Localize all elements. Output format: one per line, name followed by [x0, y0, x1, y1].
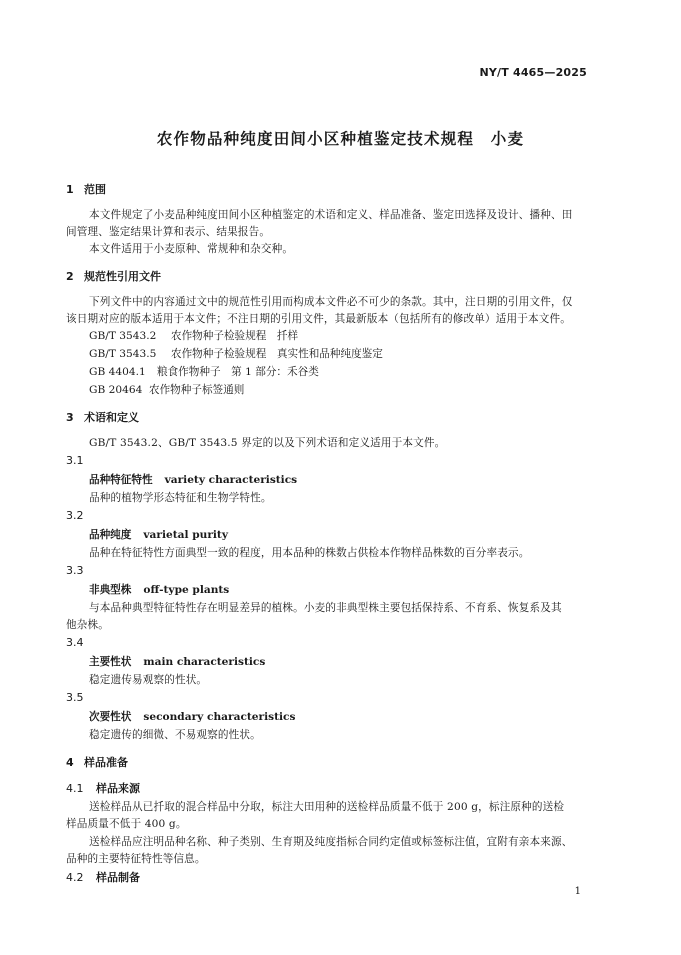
term-en: secondary characteristics: [143, 711, 296, 723]
section-title: 样品准备: [84, 756, 128, 769]
term-number: 3.5: [66, 691, 84, 704]
reference-name: 农作物种子标签通则: [149, 384, 245, 396]
subsection-number: 4.2: [66, 871, 84, 884]
term-number: 3.2: [66, 509, 84, 522]
term-definition: 稳定遗传易观察的性状。: [89, 674, 208, 686]
reference-item: [89, 328, 298, 343]
term-heading: [89, 472, 297, 487]
subsection-4-1-heading: [66, 780, 140, 796]
paragraph: 间管理、鉴定结果计算和表示、结果报告。: [66, 226, 271, 238]
page-number: 1: [574, 886, 581, 897]
reference-item: [89, 364, 319, 379]
paragraph: 本文件规定了小麦品种纯度田间小区种植鉴定的术语和定义、样品准备、鉴定田选择及设计、播种、田: [89, 209, 573, 221]
term-en: variety characteristics: [164, 474, 298, 486]
term-cn: 次要性状: [89, 711, 132, 723]
section-title: 范围: [84, 183, 106, 196]
reference-name: 粮食作物种子 第 1 部分：禾谷类: [157, 366, 319, 378]
reference-item: [89, 382, 244, 397]
section-number: 1: [66, 183, 74, 196]
reference-name: 农作物种子检验规程 扦样: [171, 330, 299, 342]
term-heading: [89, 709, 295, 724]
section-4-heading: [66, 754, 128, 770]
section-title: 规范性引用文件: [84, 270, 161, 283]
term-cn: 非典型株: [89, 584, 132, 596]
term-heading: [89, 654, 265, 669]
term-cn: 主要性状: [89, 656, 132, 668]
subsection-title: 样品制备: [96, 871, 140, 884]
section-1-heading: [66, 181, 106, 197]
section-3-heading: [66, 409, 139, 425]
section-2-heading: [66, 268, 161, 284]
reference-code: GB 4404.1: [89, 366, 146, 378]
subsection-title: 样品来源: [96, 782, 140, 795]
paragraph: 送检样品应注明品种名称、种子类别、生育期及纯度指标合同约定值或标签标注值，宜附有亲本来源、: [89, 836, 573, 848]
paragraph: 送检样品从已扦取的混合样品中分取，标注大田用种的送检样品质量不低于 200 g，标注原种的送检: [89, 801, 565, 813]
paragraph: 样品质量不低于 400 g。: [66, 818, 187, 830]
term-number: 3.1: [66, 454, 84, 467]
paragraph: 该日期对应的版本适用于本文件；不注日期的引用文件，其最新版本（包括所有的修改单）适用于本文件。: [66, 313, 571, 325]
subsection-4-2-heading: [66, 869, 140, 885]
term-definition: 他杂株。: [66, 619, 109, 631]
term-definition: 与本品种典型特征特性存在明显差异的植株。小麦的非典型株主要包括保持系、不育系、恢复系及其: [89, 602, 562, 614]
term-en: main characteristics: [143, 656, 266, 668]
term-heading: [89, 582, 229, 597]
reference-code: GB 20464: [89, 384, 143, 396]
section-number: 3: [66, 411, 74, 424]
paragraph: 品种的主要特征特性等信息。: [66, 853, 206, 865]
section-number: 2: [66, 270, 74, 283]
paragraph: GB/T 3543.2、GB/T 3543.5 界定的以及下列术语和定义适用于本文件。: [89, 437, 446, 449]
paragraph: 下列文件中的内容通过文中的规范性引用而构成本文件必不可少的条款。其中，注日期的引用文件，仅: [89, 296, 573, 308]
term-number: 3.4: [66, 636, 84, 649]
section-title: 术语和定义: [84, 411, 139, 424]
reference-name: 农作物种子检验规程 真实性和品种纯度鉴定: [171, 348, 383, 360]
reference-code: GB/T 3543.5: [89, 348, 157, 360]
term-cn: 品种特征特性: [89, 474, 153, 486]
section-number: 4: [66, 756, 74, 769]
document-title: 农作物品种纯度田间小区种植鉴定技术规程 小麦: [156, 130, 525, 148]
term-cn: 品种纯度: [89, 529, 132, 541]
standard-code: NY/T 4465—2025: [479, 66, 587, 79]
term-definition: 品种的植物学形态特征和生物学特性。: [89, 492, 272, 504]
reference-code: GB/T 3543.2: [89, 330, 157, 342]
term-heading: [89, 527, 228, 542]
subsection-number: 4.1: [66, 782, 84, 795]
term-definition: 品种在特征特性方面典型一致的程度，用本品种的株数占供检本作物样品株数的百分率表示。: [89, 547, 530, 559]
term-definition: 稳定遗传的细微、不易观察的性状。: [89, 729, 261, 741]
term-en: varietal purity: [143, 529, 228, 541]
term-number: 3.3: [66, 564, 84, 577]
term-en: off-type plants: [143, 584, 230, 596]
reference-item: [89, 346, 383, 361]
paragraph: 本文件适用于小麦原种、常规种和杂交种。: [89, 243, 294, 255]
